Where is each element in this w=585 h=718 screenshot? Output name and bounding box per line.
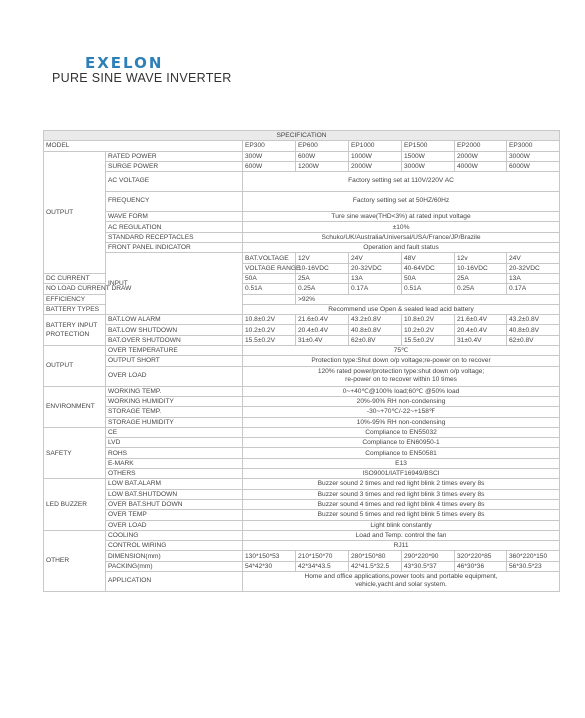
- value-cell: 1200W: [296, 161, 349, 171]
- value-cell: Buzzer sound 4 times and red light blink 4 times every 8s: [243, 499, 560, 509]
- spec-header-row: [44, 131, 560, 141]
- brand-logo: EXELON: [85, 54, 164, 72]
- rohs-row: [44, 448, 560, 458]
- packing-row: [44, 561, 560, 571]
- value-cell: [243, 366, 560, 386]
- led-over-temp-row: [44, 510, 560, 520]
- category-other: OTHER: [44, 530, 106, 591]
- row-label: NO LOAD CURRENT DRAW: [44, 284, 106, 294]
- value-cell: Light blink constantly: [243, 520, 560, 530]
- dimension-row: [44, 551, 560, 561]
- value-cell: -30~+70℃/-22~+158℉: [243, 407, 560, 417]
- row-label: OVER BAT.SHUT DOWN: [106, 499, 243, 509]
- over-load-row: [44, 366, 560, 386]
- row-label: STORAGE HUMIDITY: [106, 417, 243, 427]
- model-row: [44, 141, 560, 151]
- value-cell: 10.8±0.2V: [243, 315, 296, 325]
- value-cell: 3000W: [402, 161, 455, 171]
- working-humidity-row: [44, 396, 560, 406]
- ac-regulation-row: [44, 222, 560, 232]
- value-cell: 20-32VDC: [507, 263, 560, 273]
- value-cell: Buzzer sound 3 times and red light blink 3 times every 8s: [243, 489, 560, 499]
- value-cell: 0.51A: [402, 284, 455, 294]
- value-cell: 210*150*70: [296, 551, 349, 561]
- row-label: OVER LOAD: [106, 520, 243, 530]
- value-cell: Compliance to EN50581: [243, 448, 560, 458]
- value-cell: 600W: [243, 161, 296, 171]
- led-low-shutdown-row: [44, 489, 560, 499]
- value-cell: 10%-95% RH non-condensing: [243, 417, 560, 427]
- value-cell: 12v: [455, 253, 507, 263]
- value-cell: 13A: [507, 273, 560, 283]
- row-label: AC VOLTAGE: [106, 172, 243, 192]
- over-temperature-row: [44, 346, 560, 356]
- row-label: BAT.VOLTAGE: [243, 253, 296, 263]
- row-label: COOLING: [106, 530, 243, 540]
- row-label: OVER TEMPERATURE: [106, 346, 243, 356]
- bat-low-alarm-row: [44, 315, 560, 325]
- value-cell: 42*41.5*32.5: [349, 561, 402, 571]
- application-row: [44, 571, 560, 591]
- value-cell: 25A: [296, 273, 349, 283]
- value-cell: 31±0.4V: [455, 335, 507, 345]
- value-cell: 62±0.8V: [507, 335, 560, 345]
- frequency-row: [44, 192, 560, 212]
- row-label: BAT.LOW SHUTDOWN: [106, 325, 243, 335]
- value-cell: Schuko/UK/Australia/Universal/USA/France/JP/Brazile: [243, 232, 560, 242]
- storage-temp-row: [44, 407, 560, 417]
- value-cell: 24V: [507, 253, 560, 263]
- value-cell: 10.2±0.2V: [243, 325, 296, 335]
- row-label: APPLICATION: [106, 571, 243, 591]
- row-label: WAVE FORM: [106, 212, 243, 222]
- value-cell: 10.8±0.2V: [402, 315, 455, 325]
- value-cell: 13A: [349, 273, 402, 283]
- row-label: DIMENSION(mm): [106, 551, 243, 561]
- emark-row: [44, 458, 560, 468]
- lvd-row: [44, 438, 560, 448]
- row-label: STANDARD RECEPTACLES: [106, 232, 243, 242]
- category-line: PROTECTION: [46, 331, 90, 339]
- value-cell: [243, 571, 560, 591]
- value-cell: ±10%: [243, 222, 560, 232]
- working-temp-row: [44, 386, 560, 396]
- model-label: MODEL: [44, 141, 243, 151]
- row-label: BAT.OVER SHUTDOWN: [106, 335, 243, 345]
- row-label: OVER TEMP: [106, 510, 243, 520]
- rated-power-row: [44, 151, 560, 161]
- value-cell: 24V: [349, 253, 402, 263]
- value-cell: 6000W: [507, 161, 560, 171]
- value-cell: 12V: [296, 253, 349, 263]
- row-label: VOLTAGE RANGE: [243, 263, 296, 273]
- value-cell: Factory setting set at 50HZ/60Hz: [243, 192, 560, 212]
- category-output-protection: OUTPUT: [44, 346, 106, 387]
- ce-row: [44, 427, 560, 437]
- category-output: OUTPUT: [44, 151, 106, 273]
- value-line: Home and office applications,power tools and portable equipment,: [304, 572, 498, 580]
- value-cell: 20-32VDC: [349, 263, 402, 273]
- value-cell: ISO9001/IATF16949/BSCI: [243, 469, 560, 479]
- model-cell: EP3000: [507, 141, 560, 151]
- value-cell: 46*30*36: [455, 561, 507, 571]
- row-label: LOW BAT.ALARM: [106, 479, 243, 489]
- value-cell: 21.6±0.4V: [455, 315, 507, 325]
- row-label: RATED POWER: [106, 151, 243, 161]
- bat-low-shutdown-row: [44, 325, 560, 335]
- value-cell: 280*150*80: [349, 551, 402, 561]
- led-low-alarm-row: [44, 479, 560, 489]
- category-input: INPUT: [106, 253, 243, 315]
- value-cell: 600W: [296, 151, 349, 161]
- value-cell: 15.5±0.2V: [243, 335, 296, 345]
- bat-voltage-row: [44, 253, 560, 263]
- value-cell: 15.5±0.2V: [402, 335, 455, 345]
- others-row: [44, 469, 560, 479]
- value-cell: 290*220*90: [402, 551, 455, 561]
- spec-header: SPECIFICATION: [44, 131, 560, 141]
- value-cell: 54*42*30: [243, 561, 296, 571]
- value-cell: 20%-90% RH non-condensing: [243, 396, 560, 406]
- receptacles-row: [44, 232, 560, 242]
- bat-over-shutdown-row: [44, 335, 560, 345]
- row-label: OUTPUT SHORT: [106, 356, 243, 366]
- value-cell: 0~+40℃@100% load;60℃ @50% load: [243, 386, 560, 396]
- value-cell: 21.6±0.4V: [296, 315, 349, 325]
- row-label: FREQUENCY: [106, 192, 243, 212]
- value-cell: 56*30.5*23: [507, 561, 560, 571]
- value-cell: 0.17A: [349, 284, 402, 294]
- value-line: re-power on to recover within 10 times: [345, 376, 457, 384]
- surge-power-row: [44, 161, 560, 171]
- category-led-buzzer: LED BUZZER: [44, 479, 106, 530]
- value-cell: 360*220*150: [507, 551, 560, 561]
- specification-table: [43, 130, 560, 592]
- value-cell: 0.25A: [455, 284, 507, 294]
- value-cell: >92%: [296, 294, 560, 304]
- value-cell: Load and Temp. control the fan: [243, 530, 560, 540]
- row-label: LVD: [106, 438, 243, 448]
- value-cell: Recommend use Open & sealed lead acid battery: [243, 304, 560, 314]
- output-short-row: [44, 356, 560, 366]
- row-label: CONTROL WIRING: [106, 541, 243, 551]
- value-cell: 50A: [402, 273, 455, 283]
- storage-humidity-row: [44, 417, 560, 427]
- row-label: DC CURRENT: [44, 273, 106, 283]
- value-cell: 43.2±0.8V: [349, 315, 402, 325]
- value-cell: 1000W: [349, 151, 402, 161]
- control-wiring-row: [44, 541, 560, 551]
- category-safety: SAFETY: [44, 427, 106, 478]
- category-line: BATTERY INPUT: [46, 322, 98, 330]
- row-label: EFFICIENCY: [44, 294, 106, 304]
- value-cell: 10-16VDC: [296, 263, 349, 273]
- ac-voltage-row: [44, 172, 560, 192]
- product-subtitle: PURE SINE WAVE INVERTER: [52, 71, 232, 85]
- row-label: OTHERS: [106, 469, 243, 479]
- value-cell: 10-16VDC: [455, 263, 507, 273]
- value-cell: 0.17A: [507, 284, 560, 294]
- row-label: E-MARK: [106, 458, 243, 468]
- value-cell: Operation and fault status: [243, 243, 560, 253]
- value-cell: 3000W: [507, 151, 560, 161]
- value-cell: 40.8±0.8V: [507, 325, 560, 335]
- value-cell: 43.2±0.8V: [507, 315, 560, 325]
- model-cell: EP600: [296, 141, 349, 151]
- value-cell: 130*150*53: [243, 551, 296, 561]
- cooling-row: [44, 530, 560, 540]
- value-cell: 62±0.8V: [349, 335, 402, 345]
- value-cell: Buzzer sound 5 times and red light blink 5 times every 8s: [243, 510, 560, 520]
- value-cell: E13: [243, 458, 560, 468]
- row-label: BAT.LOW ALARM: [106, 315, 243, 325]
- value-cell: 50A: [243, 273, 296, 283]
- value-cell: 4000W: [455, 161, 507, 171]
- value-cell: 1500W: [402, 151, 455, 161]
- row-label: OVER LOAD: [106, 366, 243, 386]
- row-label: WORKING HUMIDITY: [106, 396, 243, 406]
- value-cell: 300W: [243, 151, 296, 161]
- value-cell: 31±0.4V: [296, 335, 349, 345]
- row-label: CE: [106, 427, 243, 437]
- value-cell: 40.8±0.8V: [349, 325, 402, 335]
- value-cell: 320*220*85: [455, 551, 507, 561]
- value-cell: 48V: [402, 253, 455, 263]
- value-cell: 20.4±0.4V: [296, 325, 349, 335]
- row-label: ROHS: [106, 448, 243, 458]
- value-cell: 40-64VDC: [402, 263, 455, 273]
- category-battery-protection: [44, 315, 106, 346]
- value-cell: 25A: [455, 273, 507, 283]
- value-cell: 20.4±0.4V: [455, 325, 507, 335]
- value-cell: 75℃: [243, 346, 560, 356]
- value-cell: RJ11: [243, 541, 560, 551]
- value-cell: 43*30.5*37: [402, 561, 455, 571]
- row-label: FRONT PANEL INDICATOR: [106, 243, 243, 253]
- model-cell: EP1500: [402, 141, 455, 151]
- value-cell: 42*34*43.5: [296, 561, 349, 571]
- led-over-shutdown-row: [44, 499, 560, 509]
- model-cell: EP300: [243, 141, 296, 151]
- row-label: LOW BAT.SHUTDOWN: [106, 489, 243, 499]
- value-cell: 2000W: [455, 151, 507, 161]
- value-cell: [243, 294, 296, 304]
- value-cell: 0.51A: [243, 284, 296, 294]
- value-line: 120% rated power/protection type:shut down o/p voltage;: [317, 367, 485, 375]
- led-over-load-row: [44, 520, 560, 530]
- row-label: BATTERY TYPES: [44, 304, 106, 314]
- value-cell: Ture sine wave(THD<3%) at rated input voltage: [243, 212, 560, 222]
- model-cell: EP1000: [349, 141, 402, 151]
- wave-form-row: [44, 212, 560, 222]
- row-label: PACKING(mm): [106, 561, 243, 571]
- value-cell: 2000W: [349, 161, 402, 171]
- value-cell: Protection type:Shut down o/p voltage;re-power on to recover: [243, 356, 560, 366]
- value-cell: Compliance to EN60950-1: [243, 438, 560, 448]
- value-cell: 10.2±0.2V: [402, 325, 455, 335]
- value-cell: Buzzer sound 2 times and red light blink 2 times every 8s: [243, 479, 560, 489]
- model-cell: EP2000: [455, 141, 507, 151]
- row-label: AC REGULATION: [106, 222, 243, 232]
- category-environment: ENVIRONMENT: [44, 386, 106, 427]
- value-cell: Factory setting set at 110V/220V AC: [243, 172, 560, 192]
- row-label: WORKING TEMP.: [106, 386, 243, 396]
- value-cell: Compliance to EN55032: [243, 427, 560, 437]
- front-panel-row: [44, 243, 560, 253]
- value-cell: 0.25A: [296, 284, 349, 294]
- row-label: STORAGE TEMP.: [106, 407, 243, 417]
- row-label: SURGE POWER: [106, 161, 243, 171]
- value-line: vehicle,yacht and solar system.: [355, 581, 447, 589]
